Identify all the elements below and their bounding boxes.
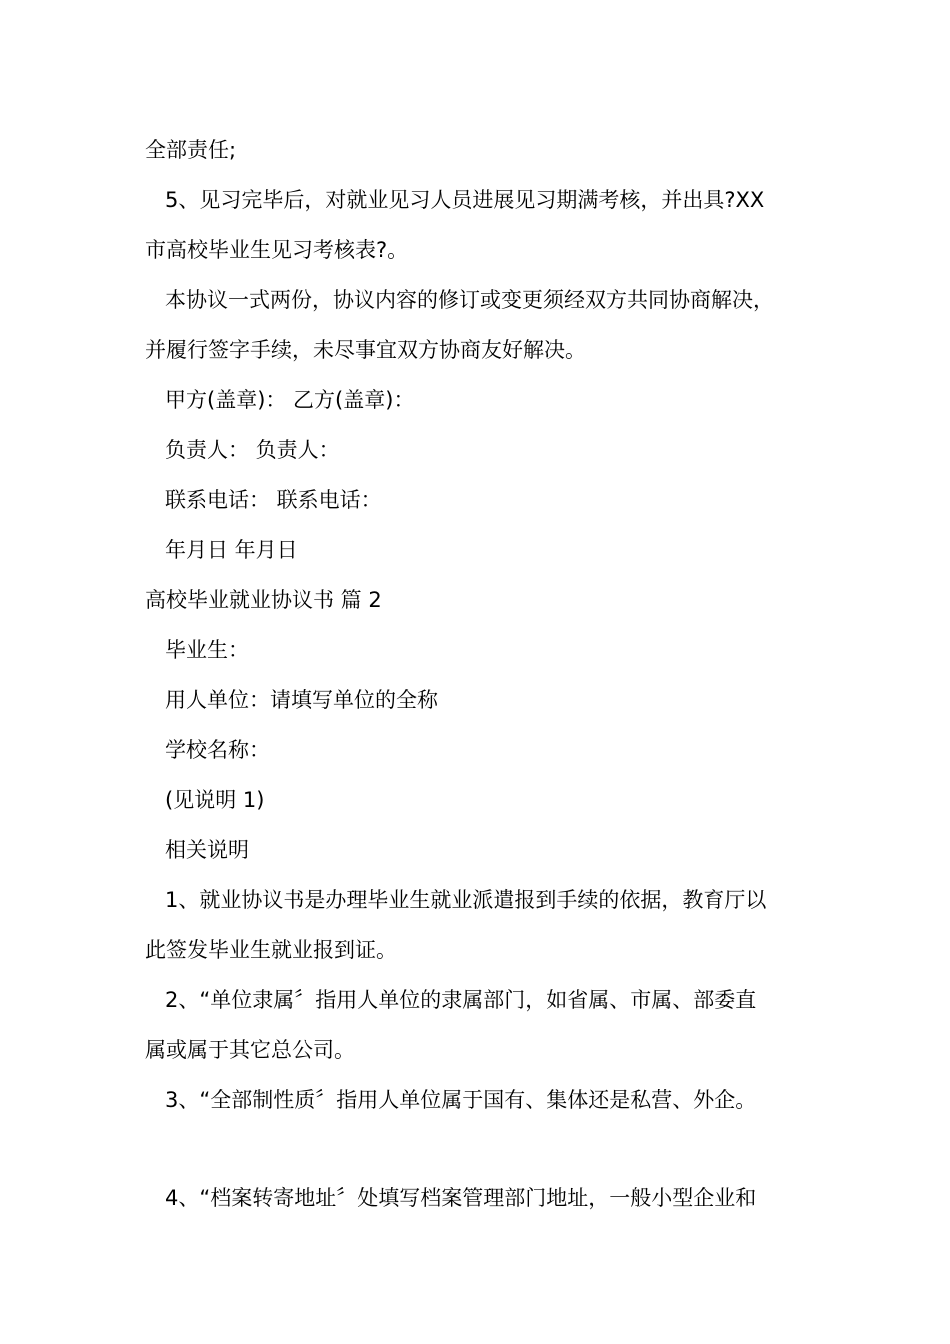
signature-party-line: 甲方(盖章)： 乙方(盖章)： bbox=[165, 388, 415, 412]
text-line: 用人单位：请填写单位的全称 bbox=[165, 688, 438, 712]
text-line: (见说明 1) bbox=[165, 788, 265, 812]
signature-phone-line: 联系电话： 联系电话： bbox=[165, 488, 382, 512]
text-line: 1、就业协议书是办理毕业生就业派遣报到手续的依据，教育厅以 bbox=[165, 888, 767, 912]
text-line: 3、“全部制性质〞指用人单位属于国有、集体还是私营、外企。 bbox=[165, 1088, 757, 1112]
text-line: 属或属于其它总公司。 bbox=[145, 1038, 355, 1062]
text-line: 并履行签字手续，未尽事宜双方协商友好解决。 bbox=[145, 338, 586, 362]
text-line: 市高校毕业生见习考核表?。 bbox=[145, 238, 409, 262]
text-line: 本协议一式两份，协议内容的修订或变更须经双方共同协商解决， bbox=[165, 288, 774, 312]
text-line: 此签发毕业生就业报到证。 bbox=[145, 938, 397, 962]
text-line: 学校名称： bbox=[165, 738, 270, 762]
subheading: 相关说明 bbox=[165, 838, 249, 862]
text-line: 2、“单位隶属〞指用人单位的隶属部门，如省属、市属、部委直 bbox=[165, 988, 757, 1012]
section-title: 高校毕业就业协议书 篇 2 bbox=[145, 588, 382, 612]
text-line: 毕业生： bbox=[165, 638, 249, 662]
text-line: 5、见习完毕后，对就业见习人员进展见习期满考核，并出具?XX bbox=[165, 188, 765, 212]
text-line: 全部责任; bbox=[145, 138, 237, 162]
text-line: 4、“档案转寄地址〞处填写档案管理部门地址，一般小型企业和 bbox=[165, 1186, 757, 1210]
signature-person-line: 负责人： 负责人： bbox=[165, 438, 340, 462]
signature-date-line: 年月日 年月日 bbox=[165, 538, 298, 562]
